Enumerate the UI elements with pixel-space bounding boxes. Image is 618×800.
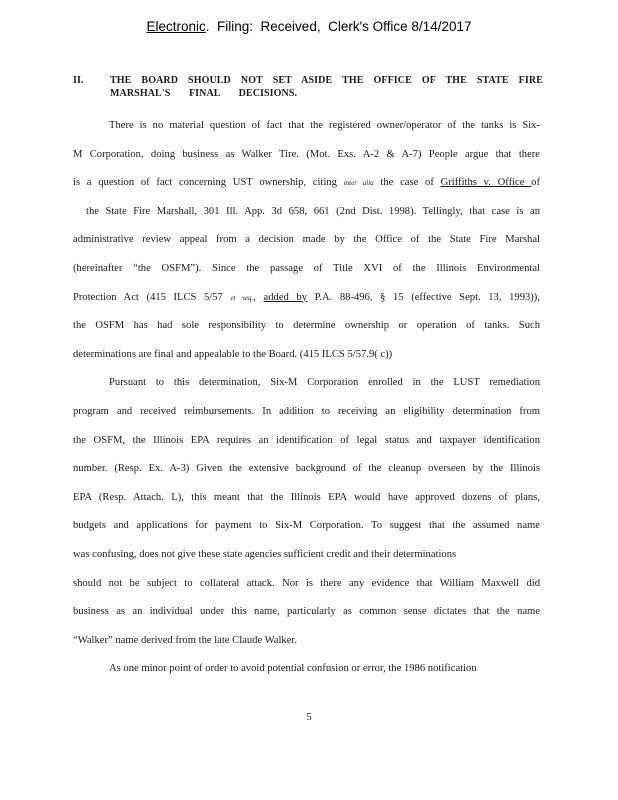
latin-citation: inter alia <box>343 179 374 188</box>
filing-stamp-electronic: Electronic <box>146 19 206 34</box>
text-run: the case of <box>373 177 441 189</box>
heading-word: OFFICE <box>373 75 412 86</box>
heading-word: THE <box>342 75 364 86</box>
paragraph-2-line: number. (Resp. Ex. A-3) Given the extensive background of the cleanup overseen by the Illinois <box>73 463 540 475</box>
paragraph-2-line: should not be subject to collateral attack. Nor is there any evidence that William Maxwell did <box>73 577 540 589</box>
paragraph-1-line <box>73 284 540 313</box>
page-number: 5 <box>306 711 312 723</box>
paragraph-2-line: budgets and applications for payment to Six-M Corporation. To suggest that the assumed name <box>73 520 540 532</box>
section-number: II. <box>73 75 84 86</box>
paragraph-1-line: the OSFM has had sole responsibility to determine ownership or operation of tanks. Such <box>73 320 540 332</box>
heading-word: NOT <box>240 75 263 86</box>
heading-word: STATE <box>476 75 509 86</box>
added-by-citation: added by <box>263 291 308 303</box>
paragraph-2-line: business as an individual under this name, particularly as common sense dictates that the name <box>73 606 540 618</box>
paragraph-2-line: program and received reimbursements. In addition to receiving an eligibility determination from <box>73 405 540 417</box>
paragraph-2-line: was confusing, does not give these state agencies sufficient credit and their determinations <box>73 548 457 560</box>
filing-stamp-details: . Filing: Received, Clerk's Office 8/14/2017 <box>205 19 472 34</box>
text-run: , <box>253 291 264 303</box>
section-heading-line-1 <box>110 74 543 87</box>
heading-word: OF <box>421 75 436 86</box>
paragraph-2-line: EPA (Resp. Attach. L), this meant that the Illinois EPA would have approved dozens of plans, <box>73 491 540 503</box>
text-run: is a question of fact concerning UST ownership, citing <box>73 177 344 189</box>
paragraph-1-line: determinations are final and appealable to the Board. (415 ILCS 5/57.9( c)) <box>73 348 393 360</box>
paragraph-2-line: Pursuant to this determination, Six-M Corporation enrolled in the LUST remediation <box>109 377 540 389</box>
text-run: of <box>531 177 540 189</box>
section-heading-line-2: MARSHAL'S FINAL DECISIONS. <box>110 88 298 99</box>
heading-word: THE <box>445 75 467 86</box>
latin-citation: et seq. <box>230 293 254 302</box>
paragraph-2-line: “Walker” name derived from the late Claude Walker. <box>73 634 297 646</box>
heading-word: SHOULD <box>188 75 231 86</box>
heading-word: SET <box>272 75 292 86</box>
paragraph-1-line: (hereinafter “the OSFM”). Since the passage of Title XVI of the Illinois Environmental <box>73 262 540 274</box>
paragraph-1-line: administrative review appeal from a decision made by the Office of the State Fire Marshal <box>73 234 540 246</box>
paragraph-1-line: M Corporation, doing business as Walker Tire. (Mot. Exs. A-2 & A-7) People argue that there <box>73 148 540 160</box>
heading-word: BOARD <box>141 75 179 86</box>
case-citation: Griffiths v. Office <box>440 177 532 189</box>
paragraph-1-line <box>73 169 540 198</box>
filing-stamp-header <box>0 19 618 34</box>
document-body <box>73 112 540 684</box>
heading-word: THE <box>110 75 132 86</box>
paragraph-1-line: There is no material question of fact that the registered owner/operator of the tanks is Six- <box>109 120 540 131</box>
text-run: Protection Act (415 ILCS 5/57 <box>73 291 231 303</box>
paragraph-2-line: the OSFM, the Illinois EPA requires an identification of legal status and taxpayer identification <box>73 434 540 446</box>
heading-word: FIRE <box>518 75 543 86</box>
text-run: P.A. 88-496, § 15 (effective Sept. 13, 1993)), <box>307 291 540 303</box>
paragraph-1-line: the State Fire Marshall, 301 Ill. App. 3d 658, 661 (2nd Dist. 1998). Tellingly, that case is an <box>86 205 540 217</box>
paragraph-3-line: As one minor point of order to avoid potential confusion or error, the 1986 notification <box>109 663 477 675</box>
heading-word: ASIDE <box>301 75 333 86</box>
